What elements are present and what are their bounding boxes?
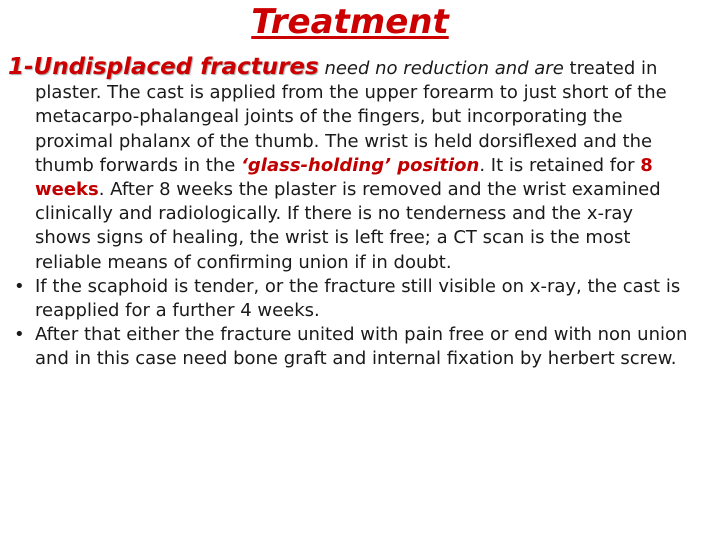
duration-term: 8 weeks — [35, 154, 653, 201]
lead-italic-text: need no reduction and are — [318, 58, 564, 79]
bullet-item — [14, 323, 688, 371]
bullet-marker: • — [14, 275, 25, 297]
bullet-item — [14, 275, 688, 323]
slide-title: Treatment — [251, 2, 449, 42]
slide-body — [8, 55, 688, 372]
paragraph-text-3: . After 8 weeks the plaster is removed and the wrist examined clinically and radiologically. If there is no tenderness and the x-ray shows signs of healing, the wrist is left free; a CT scan is the most reliable means of confirming union if in doubt. — [35, 179, 661, 273]
paragraph-text-1: plaster. The cast is applied from the upper forearm to just short of the metacarpo-phalangeal joints of the fingers, but incorporating the proximal phalanx of the thumb. The wrist is held dorsiflexed and the thumb forwards in the — [35, 82, 667, 176]
section-heading: 1-Undisplaced fractures — [8, 54, 319, 80]
paragraph-text-2: . It is retained for — [479, 154, 641, 176]
bullet-list — [8, 275, 688, 372]
lead-rest-text: treated in — [563, 58, 658, 79]
bullet-marker: • — [14, 324, 25, 346]
bullet-text: After that either the fracture united with pain free or end with non union and in this case need bone graft and internal fixation by herbert screw. — [35, 324, 688, 370]
bullet-text: If the scaphoid is tender, or the fracture still visible on x-ray, the cast is reapplied for a further 4 weeks. — [35, 275, 681, 322]
section-lead-line — [8, 55, 688, 81]
position-term: ‘glass-holding’ position — [241, 154, 480, 176]
section-paragraph — [35, 81, 688, 275]
